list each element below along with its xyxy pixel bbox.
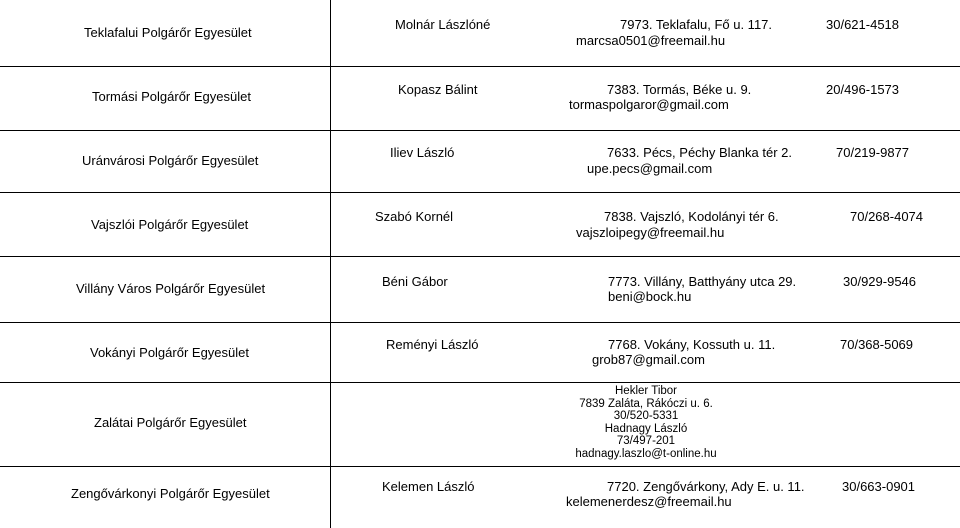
row-divider [0,256,960,257]
email: kelemenerdesz@freemail.hu [566,494,732,509]
address: 7838. Vajszló, Kodolányi tér 6. [604,209,779,224]
phone: 20/496-1573 [826,82,900,97]
leader-name: Béni Gábor [382,274,448,289]
row-divider [0,382,960,383]
leader-name: Kopasz Bálint [398,82,478,97]
org-name: Vokányi Polgárőr Egyesület [90,345,249,360]
leader-name: Kelemen László [382,479,475,494]
org-name: Uránvárosi Polgárőr Egyesület [82,153,259,168]
address: 7383. Tormás, Béke u. 9. [607,82,752,97]
contact-line: 73/497-201 [616,435,676,447]
address: 7720. Zengővárkony, Ady E. u. 11. [607,479,805,494]
phone: 70/219-9877 [836,145,910,160]
row-divider [0,192,960,193]
email: tormaspolgaror@gmail.com [569,97,729,112]
contact-line: Hadnagy László [604,422,688,435]
contact-line: 30/520-5331 [613,410,679,422]
leader-name: Molnár Lászlóné [395,17,491,32]
contact-line: hadnagy.laszlo@t-online.hu [575,447,717,460]
row-divider [0,66,960,67]
email: grob87@gmail.com [592,352,705,367]
org-name: Zalátai Polgárőr Egyesület [94,415,247,430]
phone: 30/929-9546 [843,274,917,289]
row-divider [0,322,960,323]
email: vajszloipegy@freemail.hu [576,225,725,240]
email: beni@bock.hu [608,289,692,304]
phone: 30/621-4518 [826,17,900,32]
address: 7633. Pécs, Péchy Blanka tér 2. [607,145,792,160]
phone: 30/663-0901 [842,479,916,494]
column-divider [330,0,331,528]
email: upe.pecs@gmail.com [587,161,713,176]
org-name: Zengővárkonyi Polgárőr Egyesület [71,486,270,501]
leader-name: Reményi László [386,337,479,352]
leader-name: Szabó Kornél [375,209,454,224]
phone: 70/368-5069 [840,337,914,352]
address: 7773. Villány, Batthyány utca 29. [608,274,797,289]
org-name: Villány Város Polgárőr Egyesület [76,281,266,296]
contact-line: Hekler Tibor [615,385,677,397]
row-divider [0,466,960,467]
org-name: Teklafalui Polgárőr Egyesület [84,25,252,40]
org-name: Vajszlói Polgárőr Egyesület [91,217,249,232]
org-name: Tormási Polgárőr Egyesület [92,89,251,104]
leader-name: Iliev László [390,145,455,160]
address: 7768. Vokány, Kossuth u. 11. [608,337,776,352]
phone: 70/268-4074 [850,209,924,224]
contact-block [521,385,771,460]
contact-line: 7839 Zaláta, Rákóczi u. 6. [579,397,713,410]
row-divider [0,130,960,131]
email: marcsa0501@freemail.hu [576,33,726,48]
address: 7973. Teklafalu, Fő u. 117. [620,17,773,32]
